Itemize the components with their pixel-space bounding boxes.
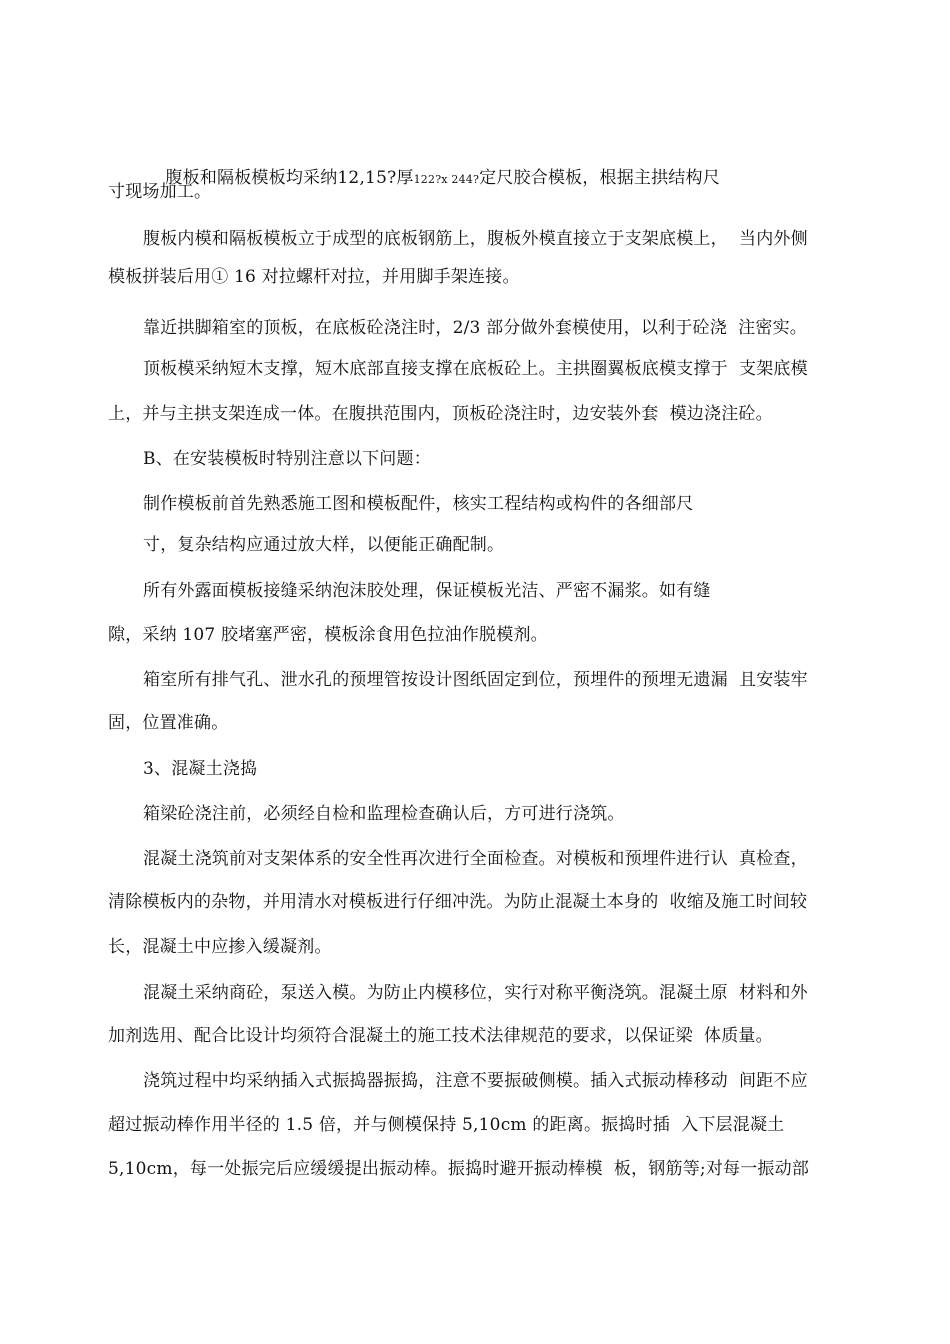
paragraph-line xyxy=(143,145,720,213)
paragraph-line: 加剂选用、配合比设计均须符合混凝土的施工技术法律规范的要求，以保证梁 体质量。 xyxy=(108,1026,773,1046)
paragraph-line: 箱梁砼浇注前，必须经自检和监理检查确认后，方可进行浇筑。 xyxy=(143,804,625,824)
paragraph-line: 长，混凝土中应掺入缓凝剂。 xyxy=(108,937,332,957)
dimension-text: 122?x 244? xyxy=(413,173,480,186)
paragraph-line: 制作模板前首先熟悉施工图和模板配件，核实工程结构或构件的各细部尺 xyxy=(143,494,694,514)
text-run: 定尺胶合模板，根据主拱结构尺 xyxy=(479,168,720,188)
paragraph-line: 混凝土采纳商砼，泵送入模。为防止内模移位，实行对称平衡浇筑。混凝土原 材料和外 xyxy=(143,983,808,1003)
paragraph-line: 混凝土浇筑前对支架体系的安全性再次进行全面检查。对模板和预埋件进行认 真检查， xyxy=(143,849,808,869)
paragraph-line: 5,10cm，每一处振完后应缓缓提出振动棒。振捣时避开振动棒模 板，钢筋等;对每一振动部 xyxy=(108,1159,810,1179)
paragraph-line: 靠近拱脚箱室的顶板，在底板砼浇注时，2/3 部分做外套模使用，以利于砼浇 注密实。 xyxy=(143,318,807,338)
paragraph-line: 箱室所有排气孔、泄水孔的预埋管按设计图纸固定到位，预埋件的预埋无遗漏 且安装牢 xyxy=(143,670,808,690)
paragraph-line: 所有外露面模板接缝采纳泡沫胶处理，保证模板光洁、严密不漏浆。如有缝 xyxy=(143,581,711,601)
paragraph-line: 寸，复杂结构应通过放大样，以便能正确配制。 xyxy=(143,535,505,555)
text-run: 腹板和隔板模板均采纳12,15?厚 xyxy=(165,168,414,188)
paragraph-line: 固，位置准确。 xyxy=(108,713,229,733)
paragraph-line: 模板拼装后用① 16 对拉螺杆对拉，并用脚手架连接。 xyxy=(108,267,520,287)
paragraph-line: B、在安装模板时特别注意以下问题： xyxy=(143,449,431,469)
paragraph-line: 腹板内模和隔板模板立于成型的底板钢筋上，腹板外模直接立于支架底模上， 当内外侧 xyxy=(143,229,808,249)
paragraph-line: 超过振动棒作用半径的 1.5 倍，并与侧模保持 5,10cm 的距离。振捣时插 入下层混凝土 xyxy=(108,1115,785,1135)
section-heading: 3、混凝土浇捣 xyxy=(143,759,258,779)
paragraph-line: 隙，采纳 107 胶堵塞严密，模板涂食用色拉油作脱模剂。 xyxy=(108,625,548,645)
paragraph-line: 上，并与主拱支架连成一体。在腹拱范围内，顶板砼浇注时，边安装外套 模边浇注砼。 xyxy=(108,404,773,424)
paragraph-line: 浇筑过程中均采纳插入式振捣器振捣，注意不要振破侧模。插入式振动棒移动 间距不应 xyxy=(143,1071,808,1091)
paragraph-line: 寸现场加工。 xyxy=(108,182,212,202)
paragraph-line: 清除模板内的杂物，并用清水对模板进行仔细冲洗。为防止混凝土本身的 收缩及施工时间较 xyxy=(108,892,808,912)
paragraph-line: 顶板模采纳短木支撑，短木底部直接支撑在底板砼上。主拱圈翼板底模支撑于 支架底模 xyxy=(143,359,808,379)
